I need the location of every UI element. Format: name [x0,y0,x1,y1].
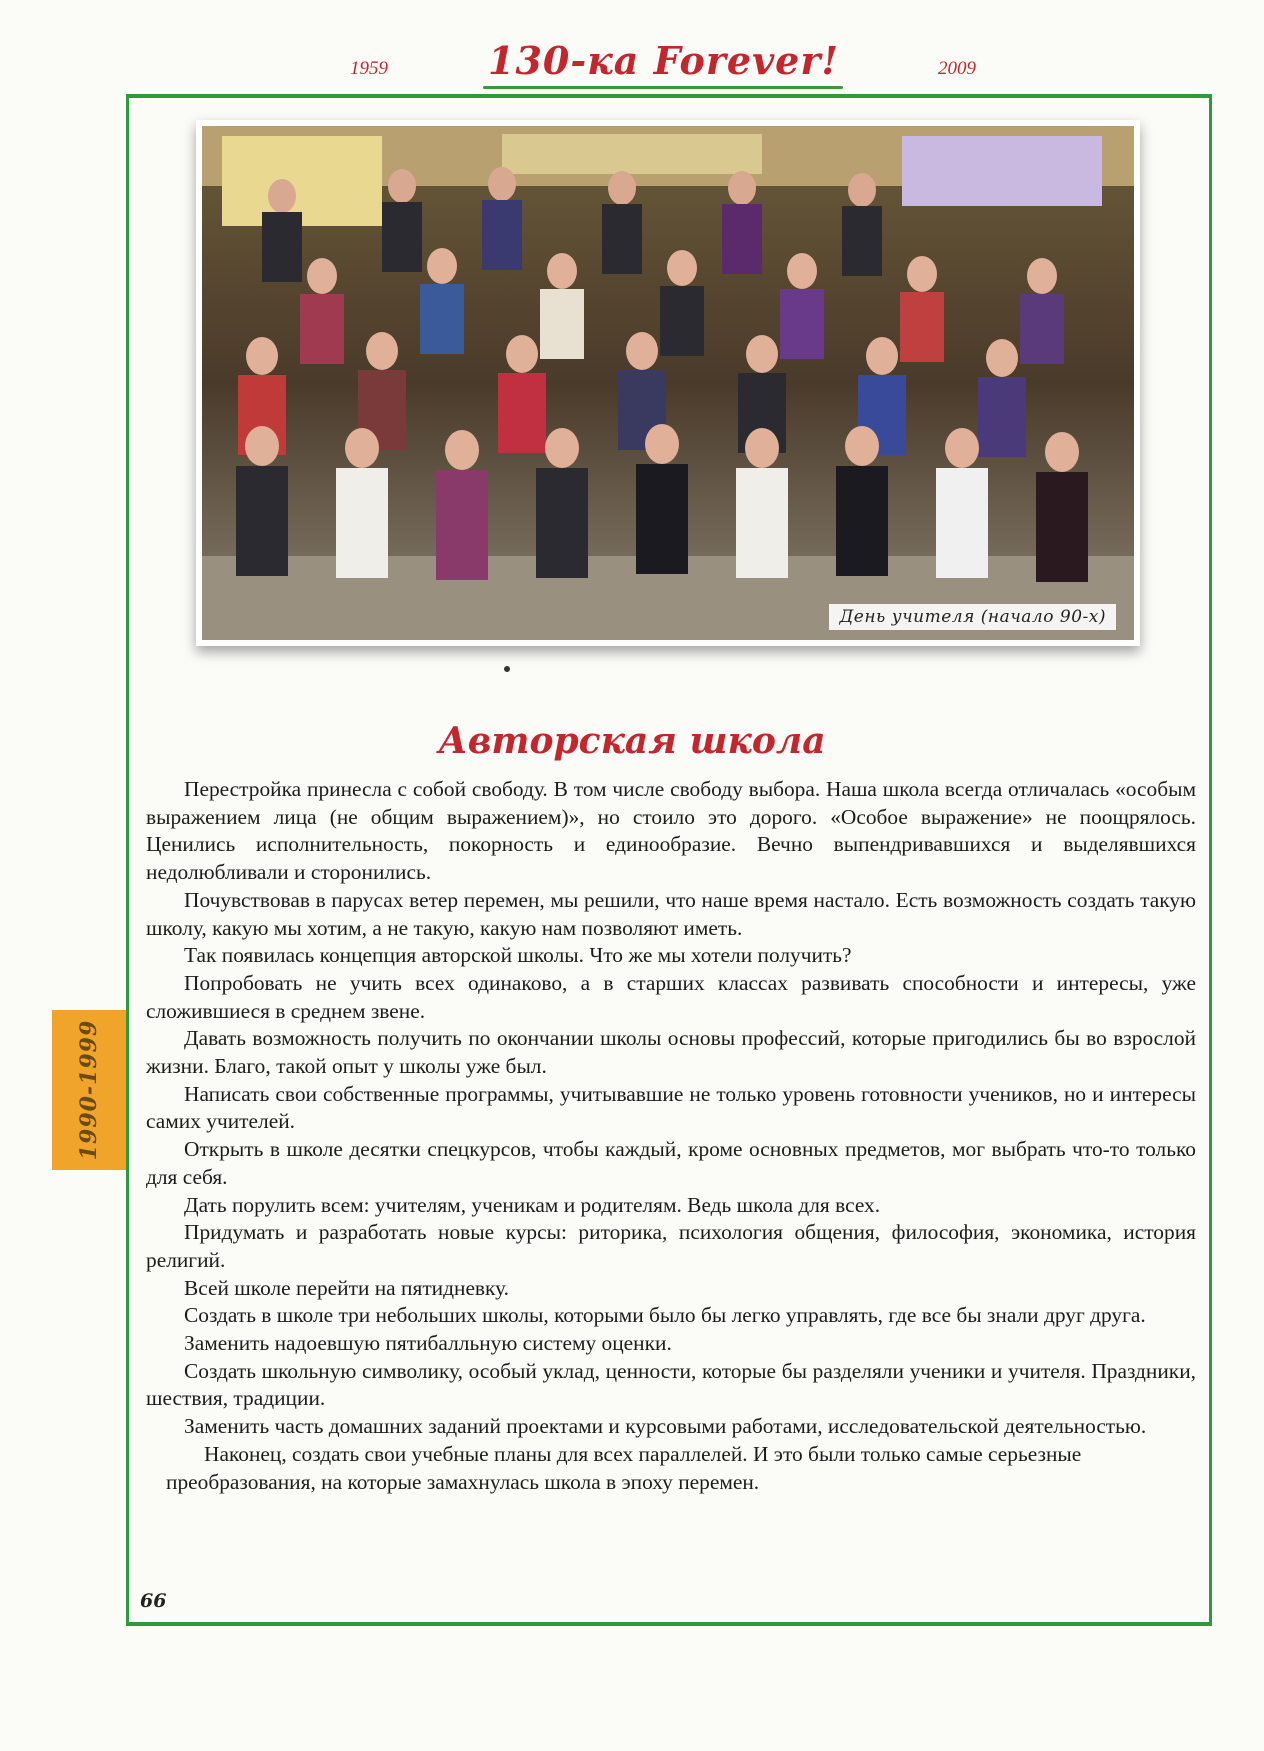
group-photo-image [202,126,1134,640]
year-end: 2009 [938,58,976,79]
article-paragraph: Давать возможность получить по окончании школы основы профессий, которые пригодились бы во взрослой жизни. Благо, такой опыт у школы уже был. [146,1026,1196,1079]
article-paragraph: Всей школе перейти на пятидневку. [184,1275,510,1300]
decade-tab-label: 1990-1999 [76,1019,102,1161]
frame-top-line [126,94,1212,98]
article-paragraph: Создать в школе три небольших школы, которыми было бы легко управлять, где все бы знали друг друга. [184,1303,1146,1328]
article-paragraph: Открыть в школе десятки спецкурсов, чтобы каждый, кроме основных предметов, мог выбрать что-то только для себя. [146,1137,1196,1189]
article-paragraph: Перестройка принесла с собой свободу. В том числе свободу выбора. Наша школа всегда отличалась «особым выражением лица (не общим выражением)», но стоило это дорого. «Особое выражение» не поощрялось. Ценились исполнительность, покорность и единообразие. Вечно выпендривавшихся и выделявшихся недолюбливали и сторонились. [146,777,1196,885]
brand-title: 130-ка Forever! [488,38,840,83]
article-paragraph: Наконец, создать свои учебные планы для всех параллелей. И это были только самые серьезные преобразования, на которые замахнулась школа в эпоху перемен. [166,1441,1082,1494]
frame-bottom-line [126,1622,1212,1626]
article-paragraph: Создать школьную символику, особый уклад, ценности, которые бы разделяли ученики и учителя. Праздники, шествия, традиции. [146,1358,1196,1411]
bullet-dot [504,666,510,672]
page-number: 66 [140,1590,167,1612]
article-paragraph: Придумать и разработать новые курсы: риторика, психология общения, философия, экономика, история религий. [146,1220,1196,1272]
article-paragraph: Дать порулить всем: учителям, ученикам и родителям. Ведь школа для всех. [184,1192,881,1217]
article-paragraph: Заменить надоевшую пятибалльную систему оценки. [184,1331,672,1356]
frame-left-line [126,94,129,1624]
year-start: 1959 [350,58,388,79]
brand-underline [483,86,843,89]
article-paragraph: Попробовать не учить всех одинаково, а в старших классах развивать способности и интересы, уже сложившиеся в среднем звене. [146,970,1196,1023]
article-paragraph: Написать свои собственные программы, учитывавшие не только уровень готовности учеников, но и интересы самих учителей. [146,1081,1196,1134]
photo-caption: День учителя (начало 90-х) [829,604,1116,630]
article-paragraph: Заменить часть домашних заданий проектами и курсовыми работами, исследовательской деятельностью. [184,1414,1147,1439]
frame-right-line [1209,94,1212,1624]
article-paragraph: Так появилась концепция авторской школы. Что же мы хотели получить? [184,943,852,968]
article-paragraph: Почувствовав в парусах ветер перемен, мы решили, что наше время настало. Есть возможность создать такую школу, какую мы хотим, а не такую, какую нам позволяют иметь. [146,887,1196,940]
article-body [146,776,1196,1496]
group-photo [196,120,1140,646]
article-title: Авторская школа [438,720,826,762]
